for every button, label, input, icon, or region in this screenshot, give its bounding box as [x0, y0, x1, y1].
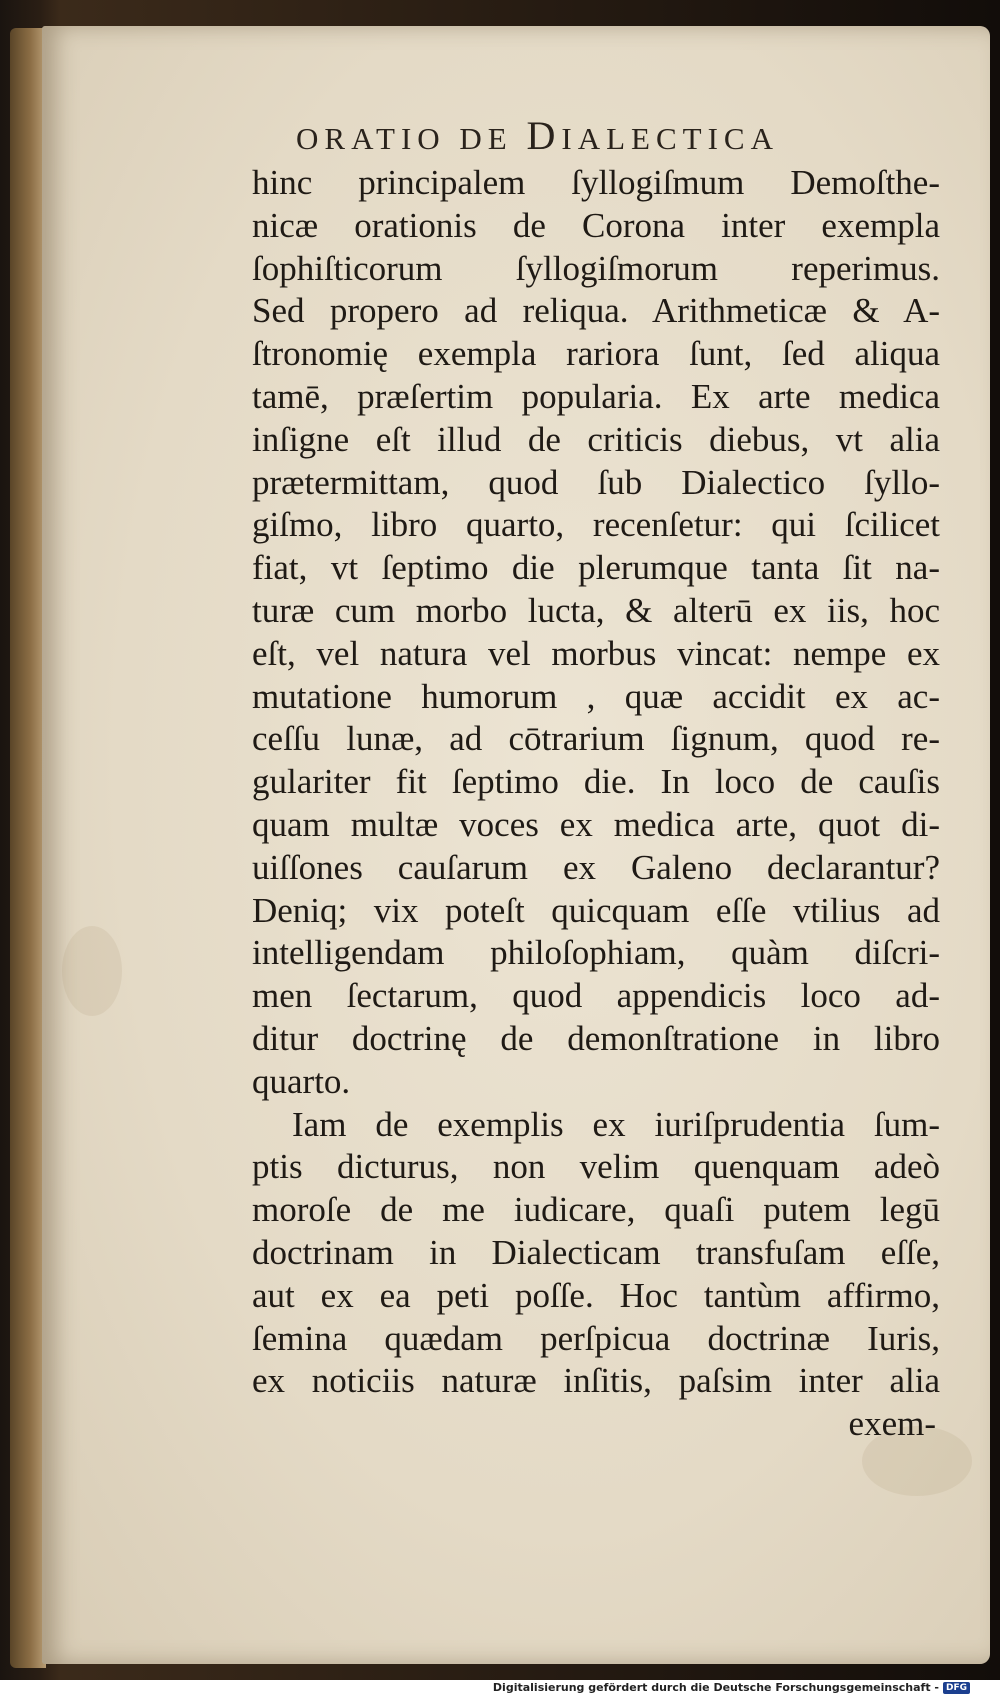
- text-line: ſemina quædam perſpicua doctrinæ Iuris,: [252, 1318, 940, 1358]
- text-line: mutatione humorum , quæ accidit ex ac-: [252, 676, 940, 716]
- text-line: doctrinam in Dialecticam transfuſam eſſe,: [252, 1232, 940, 1272]
- text-line: quam multæ voces ex medica arte, quot di-: [252, 804, 940, 844]
- text-line: aut ex ea peti poſſe. Hoc tantùm affirmo,: [252, 1275, 940, 1315]
- text-line: giſmo, libro quarto, recenſetur: qui ſcilicet: [252, 505, 940, 545]
- text-line: ſtronomię exempla rariora ſunt, ſed aliqua: [252, 334, 940, 374]
- book-spine-edge: [10, 28, 46, 1668]
- footer-credit: [493, 1681, 970, 1694]
- digitization-footer: [0, 1680, 1000, 1699]
- text-line: eſt, vel natura vel morbus vincat: nempe ex: [252, 633, 940, 673]
- text-line: nicæ orationis de Corona inter exempla: [252, 205, 940, 245]
- footer-credit-text: Digitalisierung gefördert durch die Deutsche Forschungsgemeinschaft -: [492, 1681, 939, 1694]
- text-line: tamē, præſertim popularia. Ex arte medica: [252, 376, 940, 416]
- text-line: ditur doctrinę de demonſtratione in libro: [252, 1018, 940, 1058]
- text-line: ex noticiis naturæ inſitis, paſsim inter alia: [252, 1361, 940, 1401]
- text-line: gulariter fit ſeptimo die. In loco de cauſis: [252, 762, 940, 802]
- text-line: ptis dicturus, non velim quenquam adeò: [252, 1147, 940, 1187]
- running-head-initial: D: [526, 113, 562, 158]
- text-line: turæ cum morbo lucta, & alterū ex iis, hoc: [252, 590, 940, 630]
- text-line: intelligendam philoſophiam, quàm diſcri-: [252, 933, 940, 973]
- text-line: fiat, vt ſeptimo die plerumque tanta ſit na-: [252, 548, 940, 588]
- paper-stain: [62, 926, 122, 1016]
- text-line: inſigne eſt illud de criticis diebus, vt alia: [252, 419, 940, 459]
- text-line: uiſſones cauſarum ex Galeno declarantur?: [252, 847, 940, 887]
- running-head-prefix: ORATIO DE: [296, 121, 527, 156]
- text-line: prætermittam, quod ſub Dialectico ſyllo-: [252, 462, 940, 502]
- catchword: exem-: [848, 1404, 936, 1444]
- text-line: ceſſu lunæ, ad cōtrarium ſignum, quod re-: [252, 719, 940, 759]
- text-line: quarto.: [252, 1061, 351, 1101]
- running-head: [296, 112, 896, 159]
- text-line: Sed propero ad reliqua. Arithmeticæ & A-: [252, 291, 940, 331]
- dfg-logo-icon: DFG: [943, 1682, 970, 1694]
- text-line: Deniq; vix poteſt quicquam eſſe vtilius ad: [252, 890, 940, 930]
- text-line: ſophiſticorum ſyllogiſmorum reperimus.: [252, 248, 940, 288]
- running-head-rest: IALECTICA: [561, 121, 779, 156]
- body-text: [252, 162, 940, 1446]
- text-line: Iam de exemplis ex iuriſprudentia ſum-: [292, 1104, 940, 1144]
- text-line: moroſe de me iudicare, quaſi putem legū: [252, 1190, 940, 1230]
- text-line: hinc principalem ſyllogiſmum Demoſthe-: [252, 163, 940, 202]
- text-line: men ſectarum, quod appendicis loco ad-: [252, 976, 940, 1016]
